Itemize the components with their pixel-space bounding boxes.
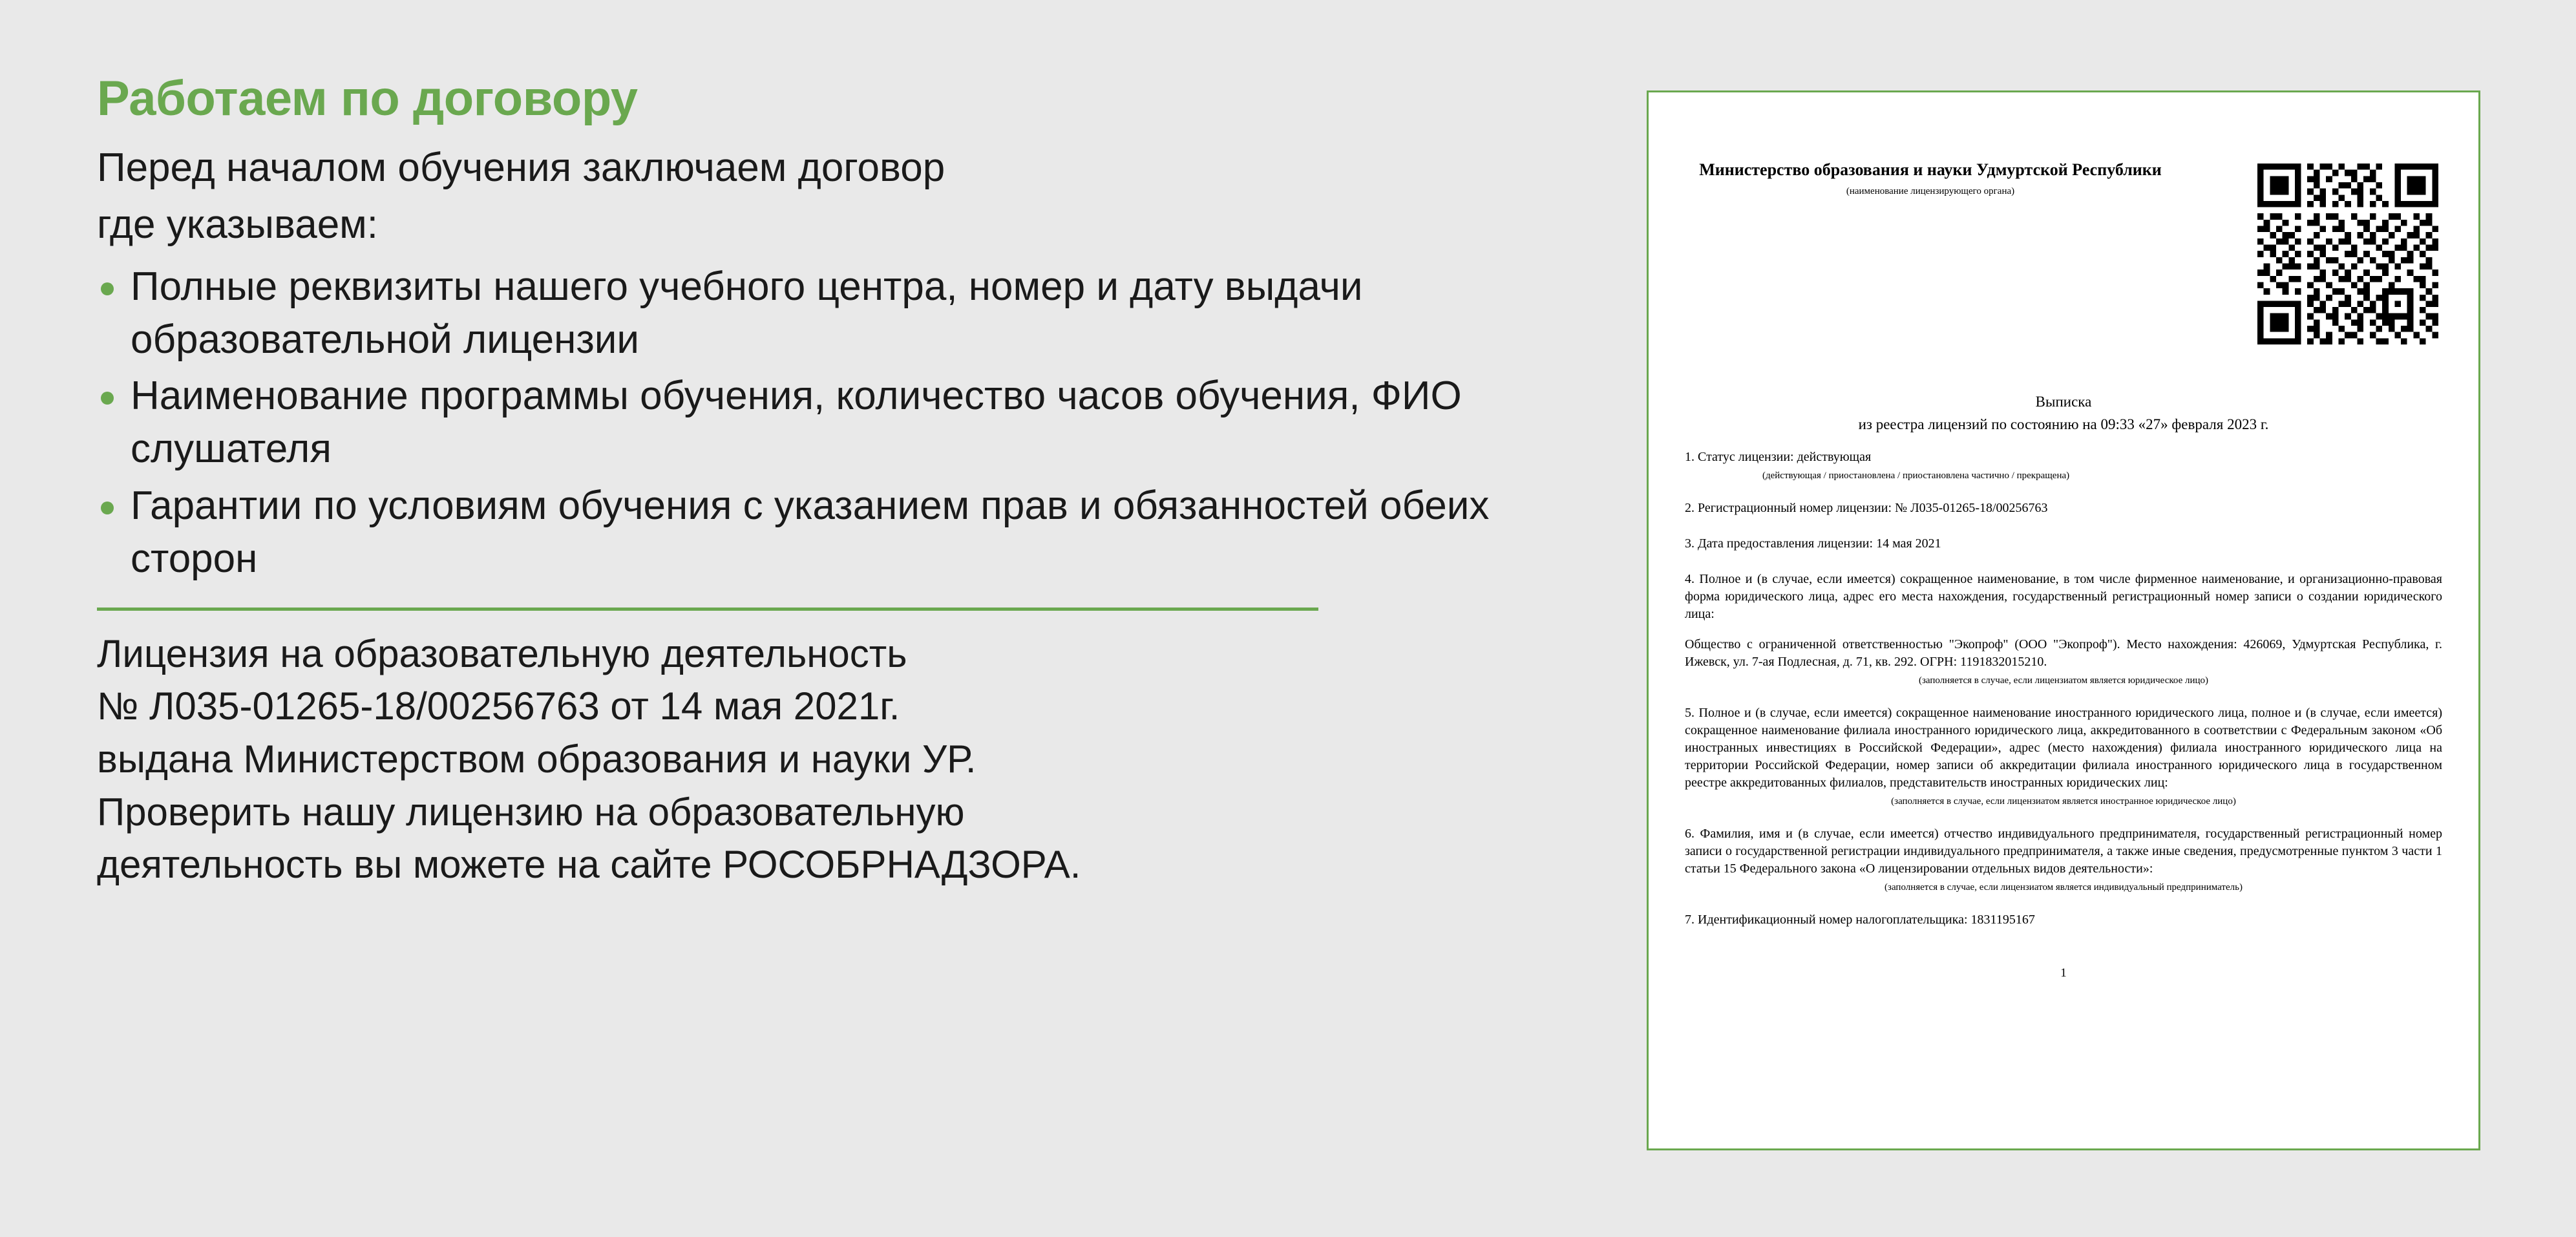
document-item-note: (заполняется в случае, если лицензиатом является иностранное юридическое лицо) (1891, 796, 2236, 807)
list-item (97, 370, 1538, 476)
license-line: выдана Министерством образования и науки УР. (97, 737, 977, 781)
bullet-list (97, 260, 1538, 586)
document-item: 7. Идентификационный номер налогоплательщика: 1831195167 (1685, 913, 2035, 927)
document-item: 3. Дата предоставления лицензии: 14 мая 2021 (1685, 536, 1941, 551)
qr-code-icon (2257, 164, 2438, 344)
license-line: № Л035-01265-18/00256763 от 14 мая 2021г. (97, 684, 900, 728)
list-item-label: Полные реквизиты нашего учебного центра, номер и дату выдачи образовательной лицензии (131, 264, 1363, 362)
section-divider (97, 608, 1318, 611)
document-item-note: (действующая / приостановлена / приостановлена частично / прекращена) (1762, 470, 2070, 481)
license-line: деятельность вы можете на сайте РОСОБРНАДЗОРА. (97, 843, 1081, 887)
bullet-dot-icon (101, 282, 114, 295)
issuing-authority-note: (наименование лицензирующего органа) (1846, 185, 2015, 196)
license-line: Проверить нашу лицензию на образовательную (97, 790, 965, 834)
document-title (1685, 391, 2442, 436)
intro-line-1: Перед началом обучения заключаем договор (97, 145, 945, 191)
document-item-note: (заполняется в случае, если лицензиатом является юридическое лицо) (1918, 675, 2209, 686)
left-content-column (97, 71, 1538, 891)
document-page-number: 1 (2060, 966, 2067, 980)
list-item (97, 480, 1538, 586)
list-item (97, 260, 1538, 366)
document-title-line2: из реестра лицензий по состоянию на 09:33 «27» февраля 2023 г. (1858, 416, 2269, 432)
document-item: 6. Фамилия, имя и (в случае, если имеется) отчество индивидуального предпринимателя, государственный регистрационный номер записи о государственной регистрации индивидуального предпринимателя, а также иные сведения, предусмотренные пунктом 3 части 1 статьи 15 Федерального закона «О лицензировании отдельных видов деятельности»: (1685, 827, 2442, 876)
document-item: 2. Регистрационный номер лицензии: № Л035-01265-18/00256763 (1685, 501, 2048, 515)
page-title: Работаем по договору (97, 71, 638, 126)
issuing-authority: Министерство образования и науки Удмуртской Республики (1699, 160, 2162, 179)
document-header (1685, 160, 2442, 354)
document-item: 5. Полное и (в случае, если имеется) сокращенное наименование иностранного юридического лица, полное и (в случае, если имеется) сокращенное наименование филиала иностранного юридического лица, аккредитованного в соответствии с Федеральным законом «Об иностранных инвестициях в Российской Федерации», адрес (место нахождения) филиала иностранного юридического лица на территории Российской Федерации, номер записи об аккредитации филиала иностранного юридического лица в государственном реестре аккредитованных филиалов, представительств иностранных юридических лиц: (1685, 706, 2442, 790)
license-info-block (97, 628, 1538, 891)
license-document-preview (1647, 90, 2480, 1150)
bullet-dot-icon (101, 502, 114, 514)
document-item: 4. Полное и (в случае, если имеется) сокращенное наименование, в том числе фирменное наименование, и организационно-правовая форма юридического лица, адрес его места нахождения, государственный регистрационный номер записи о создании юридического лица: (1685, 572, 2442, 621)
document-item: 1. Статус лицензии: действующая (1685, 450, 1872, 464)
list-item-label: Наименование программы обучения, количество часов обучения, ФИО слушателя (131, 374, 1462, 472)
license-line: Лицензия на образовательную деятельность (97, 631, 907, 675)
bullet-dot-icon (101, 392, 114, 405)
document-item: Общество с ограниченной ответственностью "Экопроф" (ООО "Экопроф"). Место нахождения: 426069, Удмуртская Республика, г. Ижевск, ул. 7-ая Подлесная, д. 71, кв. 292. ОГРН: 1191832015210. (1685, 637, 2442, 669)
document-title-line1: Выписка (2035, 394, 2092, 410)
document-item-note: (заполняется в случае, если лицензиатом является индивидуальный предприниматель) (1884, 882, 2243, 893)
list-item-label: Гарантии по условиям обучения с указанием прав и обязанностей обеих сторон (131, 483, 1490, 581)
intro-line-2: где указываем: (97, 202, 379, 247)
